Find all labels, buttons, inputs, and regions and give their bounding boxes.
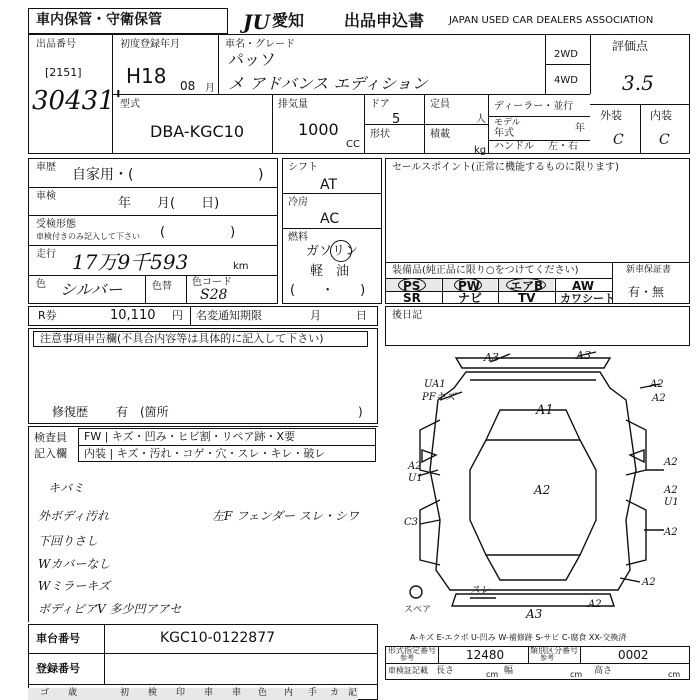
damage-mark-a2-right-1: A2: [650, 379, 664, 390]
model-value: DBA-KGC10: [150, 122, 245, 141]
capacity-unit: 人: [476, 114, 486, 125]
inspector-row-interior: 内装 | キズ・汚れ・コゲ・穴・スレ・キレ・破レ: [84, 447, 326, 460]
ac-value: AC: [320, 211, 340, 227]
equipment-ps: PS: [403, 279, 421, 293]
name-change-label: 名変通知期限: [196, 309, 262, 322]
lot-number: 30431': [32, 86, 122, 116]
type-cert-value: 12480: [466, 648, 505, 662]
damage-mark-a2-rear: A2: [642, 577, 656, 588]
model-year-label-2: 年式: [494, 128, 514, 139]
doors-value: 5: [392, 112, 401, 127]
repair-label: 修復歴: [52, 405, 89, 419]
shift-value: AT: [320, 177, 338, 193]
evaluation-score: 3.5: [622, 71, 654, 95]
displacement-label: 排気量: [278, 99, 308, 110]
handle-label: ハンドル: [494, 141, 534, 152]
model-year-unit: 年: [575, 123, 585, 134]
inspector-note-2: 外ボディ汚れ: [38, 509, 110, 523]
dims-label: 車検証記載: [388, 666, 428, 675]
model-year-label-1: モデル: [494, 118, 521, 128]
damage-mark-a2-right-5: A2: [664, 527, 678, 538]
dealer-label: ディーラー・並行: [494, 101, 574, 112]
warranty-label: 新車保証書: [626, 265, 672, 275]
name-change-day: 日: [356, 309, 367, 322]
damage-mark-u1-left: U1: [408, 473, 423, 484]
mileage-label: 走行: [36, 249, 56, 260]
load-unit: kg: [474, 145, 487, 156]
history-close: ): [258, 167, 264, 183]
vehicle-grade: メ アドバンス エディション: [228, 74, 428, 93]
damage-mark-a2-rear-right: A2: [588, 599, 602, 610]
fuel-label: 燃料: [288, 232, 308, 243]
inspector-note-1: キバミ: [48, 481, 85, 495]
evaluation-label: 評価点: [612, 39, 649, 53]
length-unit: cm: [486, 670, 499, 679]
footer-fragment-4: 印: [176, 688, 186, 698]
inspector-label-2: 記入欄: [34, 447, 67, 460]
name-change-month: 月: [310, 309, 321, 322]
history-value: 自家用・(: [72, 167, 134, 183]
width-unit: cm: [570, 670, 583, 679]
inspector-note-6: ボディピアV 多少凹アアセ: [38, 602, 182, 616]
inspection-value: 年 月( 日): [118, 196, 220, 211]
footer-fragment-8: 内: [284, 688, 294, 698]
lot-code: [2151]: [45, 66, 82, 79]
length-label: 長さ: [436, 666, 455, 676]
ac-label: 冷房: [288, 197, 308, 208]
damage-mark-a3-rear: A3: [526, 607, 543, 621]
inspector-side-note: 左F フェンダー スレ・シワ: [212, 509, 359, 523]
inspector-note-4: Wカバーなし: [38, 557, 111, 571]
fuel-blank: ( ・ ): [290, 283, 366, 298]
lot-label: 出品番号: [36, 39, 76, 50]
damage-mark-ua1: UA1: [424, 379, 446, 390]
after-inspection-label: 後日記: [392, 310, 422, 321]
damage-mark-a2-right-4: A2: [664, 485, 678, 496]
interior-label: 内装: [650, 109, 672, 122]
registration-label: 初度登録年月: [120, 39, 180, 50]
equipment-sr: SR: [403, 291, 421, 305]
damage-mark-a3-front-left: A3: [484, 351, 499, 364]
footer-fragment-10: カ: [330, 688, 340, 698]
recycle-unit: 円: [172, 309, 183, 322]
damage-mark-a2-right-3: A2: [664, 457, 678, 468]
type-cert-sub: 参考: [400, 654, 414, 662]
repair-value: 有 (箇所: [116, 405, 169, 419]
damage-mark-a2-center: A2: [534, 483, 551, 497]
equipment-airbag: エアB: [510, 279, 544, 293]
fuel-selected: ガソリン: [306, 244, 359, 259]
footer-fragment-2: 初: [120, 688, 130, 698]
inspector-label-1: 検査員: [34, 431, 67, 444]
damage-mark-u1-right: U1: [664, 497, 679, 508]
damage-mark-a2-left-1: A2: [408, 461, 422, 472]
chassis-number: KGC10-0122877: [160, 630, 276, 646]
receipt-value: ( ): [160, 225, 236, 240]
inspection-label: 車検: [36, 191, 56, 202]
footer-fragment-3: 検: [148, 688, 158, 698]
vehicle-name: パッソ: [228, 50, 277, 69]
vehicle-name-label: 車名・グレード: [225, 39, 295, 50]
model-label: 型式: [120, 99, 140, 110]
drive-4wd: 4WD: [554, 75, 578, 86]
equipment-pw: PW: [458, 279, 481, 293]
recycle-label: R券: [38, 309, 57, 322]
registration-month-unit: 月: [205, 83, 215, 94]
chassis-label: 車台番号: [36, 632, 80, 645]
load-label: 積載: [430, 129, 450, 140]
capacity-label: 定員: [430, 99, 450, 110]
handle-options: 左・右: [548, 141, 578, 152]
damage-legend: A-キズ E-エクボ U-凹み W-補修跡 S-サビ C-腐食 XX-交換済: [410, 633, 627, 642]
damage-mark-c3: C3: [404, 517, 419, 528]
footer-fragment-0: ゴ: [40, 688, 50, 698]
brand-name: 愛知: [272, 11, 305, 30]
damage-mark-scuff-rear: スレ: [470, 585, 490, 596]
type-cert-label: 形式指定番号: [388, 646, 436, 655]
displacement-unit: CC: [346, 139, 360, 150]
shift-label: シフト: [288, 162, 318, 173]
inspector-row-fw: FW | キズ・凹み・ヒビ割・リペア跡・X要: [84, 430, 295, 443]
equipment-tv: TV: [518, 291, 536, 305]
mileage-unit: km: [233, 261, 249, 272]
registration-number-label: 登録番号: [36, 662, 80, 675]
doors-label: ドア: [370, 99, 390, 110]
spare-tire-label: スペア: [404, 605, 432, 615]
width-label: 幅: [504, 666, 514, 676]
equipment-label: 装備品(純正品に限り○をつけてください): [392, 265, 579, 276]
form-title: 出品申込書: [344, 11, 425, 30]
category-sub: 参考: [540, 654, 554, 662]
equipment-leather-seat: カワシート: [560, 292, 615, 305]
recycle-amount: 10,110: [110, 308, 156, 323]
category-label: 類別区分番号: [530, 646, 578, 655]
category-value: 0002: [618, 648, 649, 662]
damage-mark-a1: A1: [536, 403, 554, 418]
receipt-sublabel: 車検付きのみ記入して下さい: [36, 232, 140, 241]
warranty-options: 有・無: [628, 285, 665, 299]
storage-title: 車内保管・守衛保管: [36, 12, 162, 28]
shape-label: 形状: [370, 129, 390, 140]
mileage-value: 17万9千593: [72, 250, 189, 274]
damage-mark-a3-front-right: A3: [576, 349, 591, 362]
history-label: 車歴: [36, 162, 56, 173]
color-code-value: S28: [200, 287, 228, 303]
footer-fragment-9: 手: [308, 688, 318, 698]
inspector-note-3: 下回りさし: [38, 534, 99, 548]
repair-close: ): [358, 405, 363, 419]
displacement-value: 1000: [298, 120, 339, 139]
color-value: シルバー: [60, 280, 123, 299]
interior-grade: C: [659, 132, 670, 148]
exterior-label: 外装: [600, 109, 622, 122]
color-label: 色: [36, 279, 46, 290]
fuel-other: 軽 油: [310, 264, 350, 279]
registration-year: H18: [126, 64, 167, 88]
footer-fragment-5: 車: [204, 688, 214, 698]
height-unit: cm: [668, 670, 681, 679]
footer-fragment-11: 記: [348, 688, 358, 698]
damage-mark-pf: PFキズ: [422, 392, 456, 403]
footer-fragment-1: 歳: [68, 688, 78, 698]
color-code-label: 色コード: [192, 277, 232, 288]
drive-2wd: 2WD: [554, 49, 578, 60]
footer-fragment-6: 車: [232, 688, 242, 698]
exterior-grade: C: [613, 132, 624, 148]
damage-mark-a2-right-2: A2: [652, 393, 666, 404]
receipt-label: 受検形態: [36, 219, 76, 230]
registration-month: 08: [180, 79, 196, 93]
footer-fragment-7: 色: [258, 688, 268, 698]
equipment-navi: ナビ: [458, 291, 483, 305]
ju-logo: JU: [243, 10, 270, 34]
height-label: 高さ: [594, 666, 613, 676]
equipment-aw: AW: [572, 279, 594, 293]
color-change-label: 色替: [152, 281, 172, 292]
sales-points-label: セールスポイント(正常に機能するものに限ります): [392, 162, 619, 173]
association-name: JAPAN USED CAR DEALERS ASSOCIATION: [449, 15, 654, 26]
inspector-note-5: Wミラーキズ: [38, 579, 111, 593]
notes-label: 注意事項申告欄(不具合内容等は具体的に記入して下さい): [40, 332, 324, 345]
